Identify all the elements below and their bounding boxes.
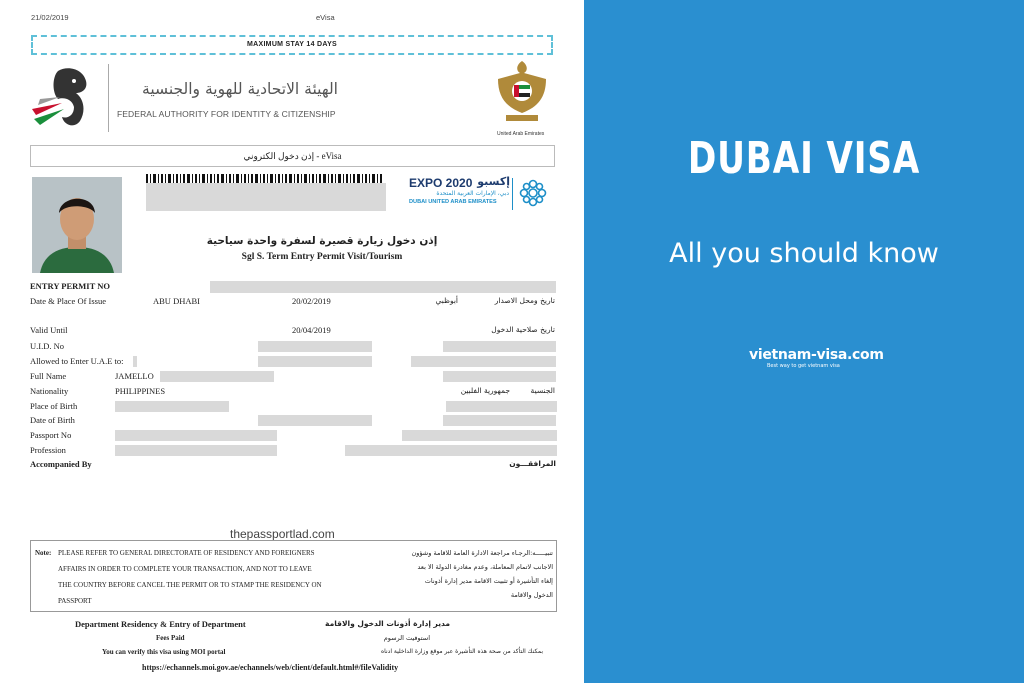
dob-label: Date of Birth (30, 415, 75, 425)
redacted-allowed-mark (133, 356, 137, 367)
evisa-label-box: إذن دخول الكتروني - eVisa (30, 145, 555, 167)
expo-divider (512, 178, 513, 210)
redacted-dob (258, 415, 372, 426)
nationality-label: Nationality (30, 386, 69, 396)
valid-label: Valid Until (30, 325, 68, 335)
brand-logo[interactable] (749, 347, 889, 373)
footer-dept: Department Residency & Entry of Department (75, 619, 246, 629)
redacted-pob (115, 401, 229, 412)
permit-title-en: Sgl S. Term Entry Permit Visit/Tourism (241, 252, 403, 262)
panel-title: DUBAI VISA (687, 133, 921, 184)
watermark: thepassportlad.com (230, 527, 335, 541)
issue-date: 20/02/2019 (292, 296, 331, 306)
emblem-caption: United Arab Emirates (497, 131, 545, 137)
note-line-ar-3: إلغاء التأشيرة أو تثبيت الاقامة مدير إدارة أذونات (424, 577, 553, 585)
redacted-dob-ar (443, 415, 556, 426)
uid-label: U.I.D. No (30, 341, 64, 351)
footer-dept-ar: مدير إدارة أذونات الدخول والاقامة (325, 619, 450, 628)
redacted-name-ar (443, 371, 556, 382)
redacted-entry-permit-no (210, 281, 556, 293)
expo-line2-ar: دبي، الإمارات العربية المتحدة (436, 190, 509, 197)
authority-name-en: FEDERAL AUTHORITY FOR IDENTITY & CITIZENSHIP (117, 109, 336, 119)
note-line-4: PASSPORT (58, 597, 92, 605)
note-line-ar-2: الاجانب لاتمام المعاملة، وعدم مغادرة الدولة الا بعد (417, 563, 553, 571)
accompanied-label: Accompanied By (30, 459, 92, 469)
entry-permit-no-label: ENTRY PERMIT NO (30, 281, 110, 291)
note-box (30, 540, 557, 612)
redacted-passport (115, 430, 277, 441)
note-line-2: AFFAIRS IN ORDER TO COMPLETE YOUR TRANSACTION, AND NOT TO LEAVE (58, 565, 312, 573)
max-stay-banner: MAXIMUM STAY 14 DAYS (31, 35, 553, 55)
note-line-ar-1: تنبيـــــه:الرجـاء مراجعة الادارة العامة للاقامة وشؤون (411, 549, 553, 557)
redacted-allowed (258, 356, 372, 367)
redacted-profession (115, 445, 277, 456)
falcon-logo-icon (28, 63, 106, 133)
issue-place: ABU DHABI (153, 296, 200, 306)
footer-fees-ar: استوفيت الرسوم (383, 634, 430, 642)
note-line-1: PLEASE REFER TO GENERAL DIRECTORATE OF RESIDENCY AND FOREIGNERS (58, 549, 315, 557)
print-title: eVisa (316, 13, 335, 22)
barcode-icon (146, 174, 386, 183)
issue-label: Date & Place Of Issue (30, 296, 107, 306)
logo-divider (108, 64, 109, 132)
valid-date: 20/04/2019 (292, 325, 331, 335)
expo-title: EXPO 2020 (409, 176, 473, 190)
authority-name-ar: الهيئة الاتحادية للهوية والجنسية (142, 80, 338, 98)
name-value: JAMELLO (115, 371, 154, 381)
note-label: Note: (35, 549, 52, 557)
redacted-passport-ar (402, 430, 557, 441)
name-label: Full Name (30, 371, 67, 381)
expo-logo-icon (516, 176, 550, 210)
nationality-value-ar: جمهورية الفلبين (460, 386, 510, 395)
applicant-photo (32, 177, 122, 273)
profession-label: Profession (30, 445, 66, 455)
permit-title-ar: إذن دخول زيارة قصيرة لسفرة واحدة سياحية (206, 235, 438, 247)
expo-title-ar: إكسبو (477, 175, 510, 188)
footer-verify-ar: بمكنك التأكد من صحة هذه التأشيرة عبر موقع وزارة الداخلية ادناه (381, 648, 543, 655)
nationality-value: PHILIPPINES (115, 386, 166, 396)
issue-place-ar: أبوظبي (435, 296, 458, 305)
nationality-label-ar: الجنسية (530, 386, 555, 395)
person-photo-icon (32, 177, 122, 273)
note-line-3: THE COUNTRY BEFORE CANCEL THE PERMIT OR TO STAMP THE RESIDENCY ON (58, 581, 322, 589)
accompanied-label-ar: المرافقـــون (509, 459, 556, 468)
uae-emblem-icon (494, 57, 550, 125)
info-panel (584, 0, 1024, 683)
brand-tagline: Best way to get vietnam visa (767, 363, 840, 369)
brand-name: vietnam-visa.com (749, 347, 884, 363)
expo-line3: DUBAI UNITED ARAB EMIRATES (409, 199, 497, 205)
valid-label-ar: تاريخ صلاحية الدخول (491, 325, 555, 334)
redacted-permit-number (146, 183, 386, 211)
redacted-pob-ar (446, 401, 557, 412)
footer-fees: Fees Paid (156, 634, 185, 642)
footer-verify: You can verify this visa using MOI portal (102, 648, 226, 656)
issue-label-ar: تاريخ ومحل الاصدار (494, 296, 555, 305)
note-line-ar-4: الدخول والاقامة (510, 591, 553, 599)
passport-label: Passport No (30, 430, 72, 440)
redacted-profession-ar (345, 445, 557, 456)
panel-subtitle: All you should know (669, 238, 939, 269)
redacted-surname (160, 371, 274, 382)
allowed-label: Allowed to Enter U.A.E to: (30, 356, 124, 366)
redacted-uid (258, 341, 372, 352)
footer-url[interactable]: https://echannels.moi.gov.ae/echannels/web/client/default.html#/fileValidity (142, 663, 399, 672)
redacted-allowed-ar (411, 356, 556, 367)
pob-label: Place of Birth (30, 401, 78, 411)
print-date: 21/02/2019 (31, 13, 69, 22)
redacted-uid-ar (443, 341, 556, 352)
